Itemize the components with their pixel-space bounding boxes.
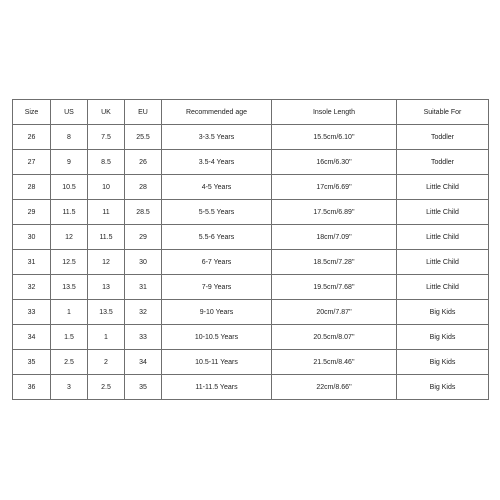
table-row	[13, 325, 489, 350]
cell-uk: 12	[88, 250, 125, 275]
cell-us: 12	[51, 225, 88, 250]
cell-size: 27	[13, 150, 51, 175]
cell-recommended-age: 10-10.5 Years	[162, 325, 272, 350]
cell-size: 32	[13, 275, 51, 300]
cell-insole-length: 15.5cm/6.10''	[272, 125, 397, 150]
cell-suitable-for: Little Child	[397, 250, 489, 275]
cell-eu: 28	[125, 175, 162, 200]
cell-us: 1.5	[51, 325, 88, 350]
cell-suitable-for: Little Child	[397, 225, 489, 250]
cell-suitable-for: Big Kids	[397, 325, 489, 350]
cell-size: 26	[13, 125, 51, 150]
cell-size: 33	[13, 300, 51, 325]
table-row	[13, 300, 489, 325]
cell-uk: 13	[88, 275, 125, 300]
cell-eu: 29	[125, 225, 162, 250]
cell-us: 2.5	[51, 350, 88, 375]
cell-uk: 2	[88, 350, 125, 375]
cell-uk: 10	[88, 175, 125, 200]
header-insole-length: Insole Length	[272, 100, 397, 125]
cell-recommended-age: 5.5-6 Years	[162, 225, 272, 250]
cell-uk: 2.5	[88, 375, 125, 400]
cell-eu: 35	[125, 375, 162, 400]
cell-uk: 1	[88, 325, 125, 350]
cell-size: 28	[13, 175, 51, 200]
cell-insole-length: 20cm/7.87''	[272, 300, 397, 325]
table-row	[13, 125, 489, 150]
cell-insole-length: 17.5cm/6.89''	[272, 200, 397, 225]
cell-recommended-age: 9-10 Years	[162, 300, 272, 325]
cell-uk: 8.5	[88, 150, 125, 175]
cell-eu: 34	[125, 350, 162, 375]
cell-insole-length: 19.5cm/7.68''	[272, 275, 397, 300]
cell-recommended-age: 4-5 Years	[162, 175, 272, 200]
cell-eu: 32	[125, 300, 162, 325]
cell-us: 9	[51, 150, 88, 175]
cell-size: 31	[13, 250, 51, 275]
cell-size: 36	[13, 375, 51, 400]
cell-eu: 25.5	[125, 125, 162, 150]
cell-insole-length: 17cm/6.69''	[272, 175, 397, 200]
cell-suitable-for: Little Child	[397, 175, 489, 200]
header-size: Size	[13, 100, 51, 125]
header-us: US	[51, 100, 88, 125]
cell-suitable-for: Little Child	[397, 275, 489, 300]
cell-insole-length: 18cm/7.09''	[272, 225, 397, 250]
cell-recommended-age: 10.5-11 Years	[162, 350, 272, 375]
size-chart-table	[12, 99, 489, 400]
header-suitable-for: Suitable For	[397, 100, 489, 125]
cell-us: 11.5	[51, 200, 88, 225]
cell-eu: 26	[125, 150, 162, 175]
header-recommended-age: Recommended age	[162, 100, 272, 125]
cell-eu: 33	[125, 325, 162, 350]
cell-us: 12.5	[51, 250, 88, 275]
table-row	[13, 150, 489, 175]
cell-recommended-age: 6-7 Years	[162, 250, 272, 275]
cell-recommended-age: 11-11.5 Years	[162, 375, 272, 400]
cell-us: 13.5	[51, 275, 88, 300]
cell-suitable-for: Big Kids	[397, 300, 489, 325]
cell-us: 10.5	[51, 175, 88, 200]
cell-recommended-age: 3.5-4 Years	[162, 150, 272, 175]
cell-us: 1	[51, 300, 88, 325]
table-row	[13, 250, 489, 275]
header-uk: UK	[88, 100, 125, 125]
cell-us: 3	[51, 375, 88, 400]
cell-eu: 30	[125, 250, 162, 275]
cell-insole-length: 21.5cm/8.46''	[272, 350, 397, 375]
cell-recommended-age: 3-3.5 Years	[162, 125, 272, 150]
cell-suitable-for: Big Kids	[397, 375, 489, 400]
cell-insole-length: 22cm/8.66''	[272, 375, 397, 400]
cell-suitable-for: Toddler	[397, 125, 489, 150]
table-row	[13, 350, 489, 375]
cell-us: 8	[51, 125, 88, 150]
cell-suitable-for: Little Child	[397, 200, 489, 225]
cell-size: 34	[13, 325, 51, 350]
size-chart-body	[13, 125, 489, 400]
cell-suitable-for: Toddler	[397, 150, 489, 175]
cell-uk: 7.5	[88, 125, 125, 150]
cell-insole-length: 20.5cm/8.07''	[272, 325, 397, 350]
cell-insole-length: 18.5cm/7.28''	[272, 250, 397, 275]
table-row	[13, 375, 489, 400]
cell-eu: 28.5	[125, 200, 162, 225]
cell-insole-length: 16cm/6.30''	[272, 150, 397, 175]
cell-recommended-age: 5-5.5 Years	[162, 200, 272, 225]
header-eu: EU	[125, 100, 162, 125]
table-row	[13, 225, 489, 250]
cell-suitable-for: Big Kids	[397, 350, 489, 375]
cell-recommended-age: 7-9 Years	[162, 275, 272, 300]
table-header-row	[13, 100, 489, 125]
table-row	[13, 200, 489, 225]
cell-size: 29	[13, 200, 51, 225]
cell-uk: 11	[88, 200, 125, 225]
cell-size: 35	[13, 350, 51, 375]
cell-eu: 31	[125, 275, 162, 300]
table-row	[13, 175, 489, 200]
cell-uk: 13.5	[88, 300, 125, 325]
cell-size: 30	[13, 225, 51, 250]
cell-uk: 11.5	[88, 225, 125, 250]
table-row	[13, 275, 489, 300]
